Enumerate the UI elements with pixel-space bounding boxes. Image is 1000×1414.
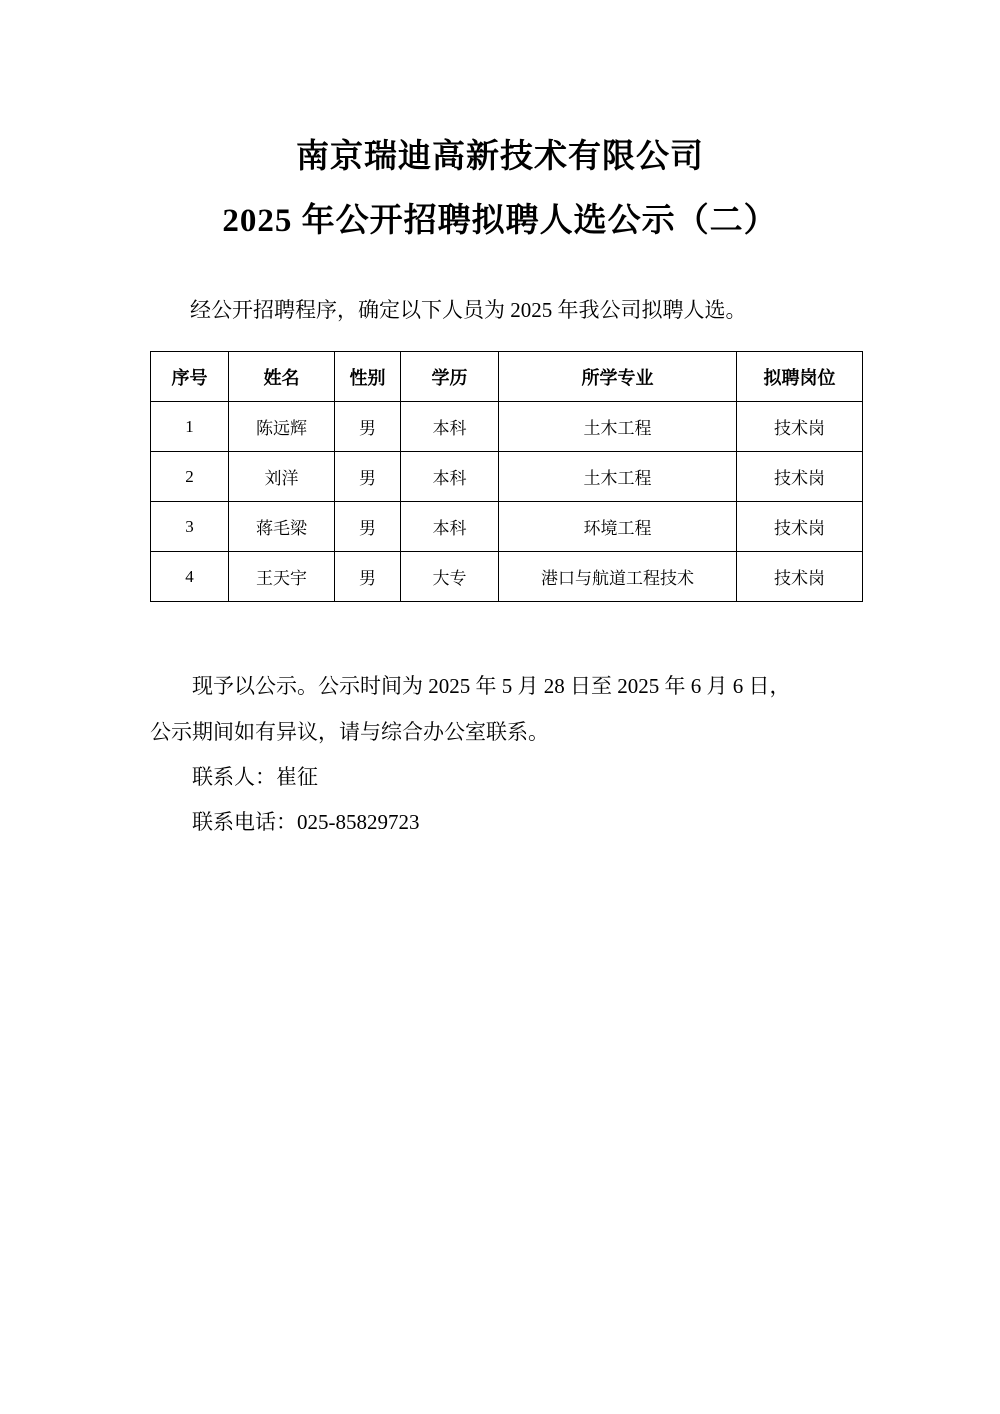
title-line-company: 南京瑞迪高新技术有限公司 bbox=[296, 139, 704, 175]
cell-name: 刘洋 bbox=[229, 452, 335, 502]
table-row bbox=[151, 502, 863, 552]
column-header-major: 所学专业 bbox=[499, 352, 737, 402]
cell-index: 4 bbox=[151, 552, 229, 602]
cell-education: 本科 bbox=[401, 402, 499, 452]
column-header-gender: 性别 bbox=[335, 352, 401, 402]
cell-education: 大专 bbox=[401, 552, 499, 602]
cell-education: 本科 bbox=[401, 502, 499, 552]
cell-major: 土木工程 bbox=[499, 402, 737, 452]
intro-paragraph: 经公开招聘程序，确定以下人员为 2025 年我公司拟聘人选。 bbox=[190, 297, 747, 322]
cell-name: 王天宇 bbox=[229, 552, 335, 602]
notice-line-2: 公示期间如有异议，请与综合办公室联系。 bbox=[150, 719, 549, 744]
table-row bbox=[151, 402, 863, 452]
notice-paragraph-continued bbox=[0, 710, 1000, 755]
contact-person: 联系人：崔征 bbox=[192, 764, 318, 789]
column-header-position: 拟聘岗位 bbox=[737, 352, 863, 402]
cell-gender: 男 bbox=[335, 402, 401, 452]
title-line-subject: 2025 年公开招聘拟聘人选公示（二） bbox=[222, 203, 778, 240]
cell-index: 3 bbox=[151, 502, 229, 552]
document-title bbox=[0, 0, 1000, 254]
cell-major: 港口与航道工程技术 bbox=[499, 552, 737, 602]
cell-position: 技术岗 bbox=[737, 452, 863, 502]
cell-position: 技术岗 bbox=[737, 402, 863, 452]
candidates-table bbox=[150, 351, 863, 602]
cell-major: 环境工程 bbox=[499, 502, 737, 552]
notice-line-1: 现予以公示。公示时间为 2025 年 5 月 28 日至 2025 年 6 月 6 日， bbox=[192, 674, 791, 699]
cell-gender: 男 bbox=[335, 452, 401, 502]
cell-position: 技术岗 bbox=[737, 502, 863, 552]
table-header-row bbox=[151, 352, 863, 402]
cell-gender: 男 bbox=[335, 552, 401, 602]
column-header-name: 姓名 bbox=[229, 352, 335, 402]
contact-person-row bbox=[150, 755, 850, 800]
cell-education: 本科 bbox=[401, 452, 499, 502]
table-row bbox=[151, 552, 863, 602]
cell-name: 蒋毛梁 bbox=[229, 502, 335, 552]
contact-phone-row bbox=[150, 800, 850, 845]
cell-position: 技术岗 bbox=[737, 552, 863, 602]
contact-phone: 联系电话：025-85829723 bbox=[192, 809, 420, 834]
column-header-index: 序号 bbox=[151, 352, 229, 402]
cell-name: 陈远辉 bbox=[229, 402, 335, 452]
contact-block bbox=[0, 755, 1000, 845]
notice-paragraph bbox=[0, 664, 1000, 709]
cell-gender: 男 bbox=[335, 502, 401, 552]
cell-major: 土木工程 bbox=[499, 452, 737, 502]
column-header-education: 学历 bbox=[401, 352, 499, 402]
cell-index: 2 bbox=[151, 452, 229, 502]
cell-index: 1 bbox=[151, 402, 229, 452]
table-row bbox=[151, 452, 863, 502]
